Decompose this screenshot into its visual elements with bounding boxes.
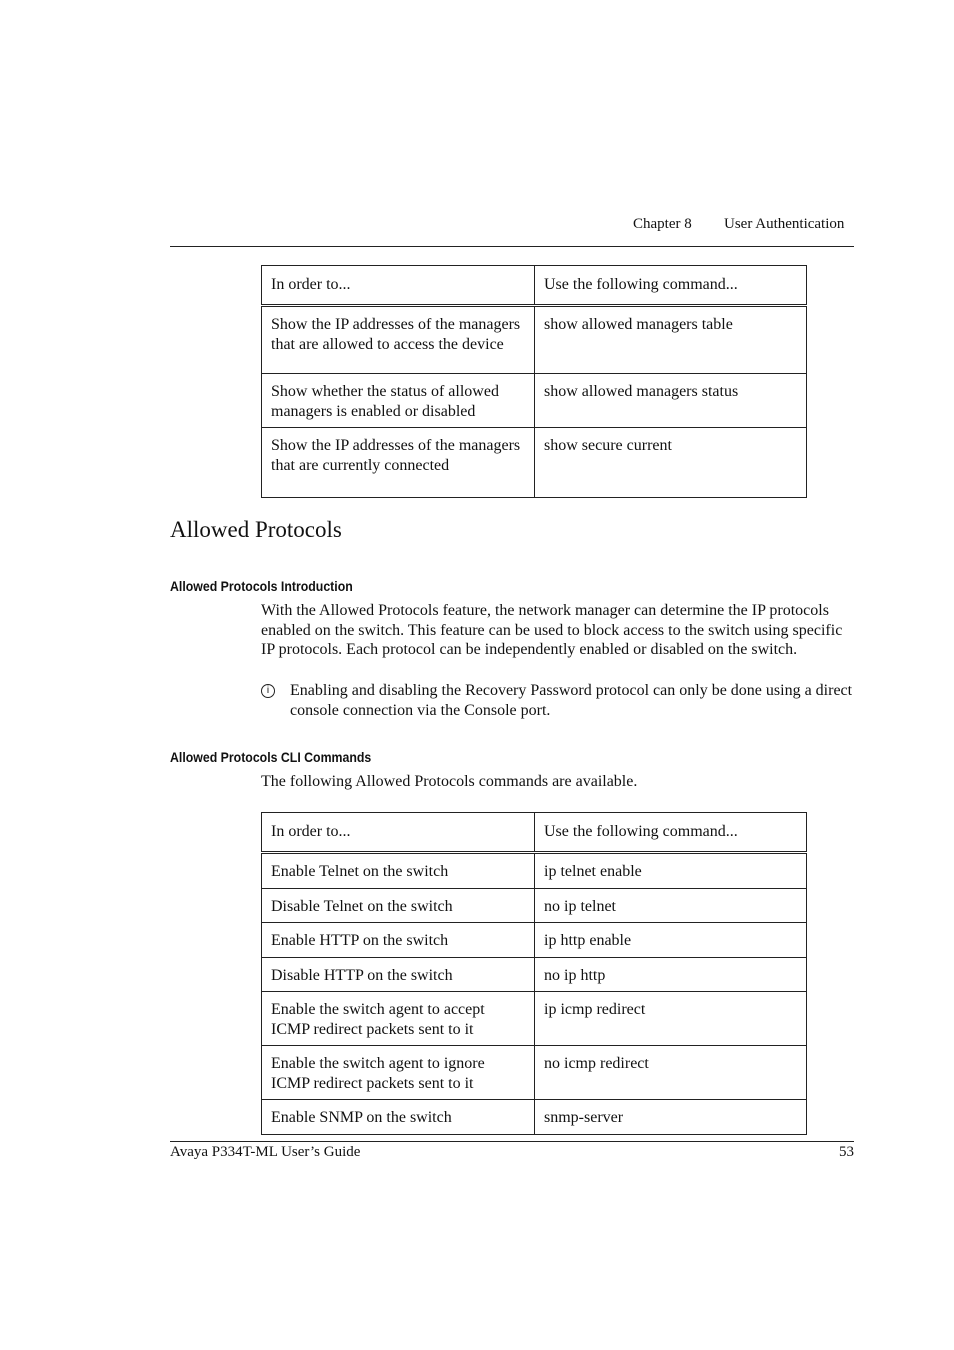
table-row [262,957,807,992]
cli-heading: Allowed Protocols CLI Commands [170,749,372,765]
table-cell: no ip telnet [535,888,807,923]
intro-heading: Allowed Protocols Introduction [170,578,353,594]
column-header: In order to... [262,266,535,306]
table-cell: Enable the switch agent to ignore ICMP redirect packets sent to it [262,1046,535,1100]
table-row [262,1046,807,1100]
manager-commands-table [261,265,807,498]
table-row [262,428,807,498]
table-cell: Show the IP addresses of the managers that are currently connected [262,428,535,498]
table-cell: show secure current [535,428,807,498]
table-cell: Enable the switch agent to accept ICMP redirect packets sent to it [262,992,535,1046]
info-note-icon: i [261,684,275,698]
table-cell: Show whether the status of allowed managers is enabled or disabled [262,374,535,428]
table-row [262,306,807,374]
table-header-row [262,813,807,853]
section-title: Allowed Protocols [170,517,342,542]
column-header: In order to... [262,813,535,853]
header-chapter: Chapter 8 [633,216,692,232]
table-row [262,923,807,958]
table-cell: ip http enable [535,923,807,958]
table-cell: show allowed managers table [535,306,807,374]
table-row [262,1100,807,1135]
note-text: Enabling and disabling the Recovery Password protocol can only be done using a direct console connection via the Console port. [290,682,853,719]
table-cell: no ip http [535,957,807,992]
table-cell: Enable Telnet on the switch [262,853,535,889]
table-cell: Enable HTTP on the switch [262,923,535,958]
table-cell: Disable HTTP on the switch [262,957,535,992]
table-cell: no icmp redirect [535,1046,807,1100]
footer-rule [170,1141,854,1142]
footer-guide-title: Avaya P334T-ML User’s Guide [170,1144,361,1160]
cli-paragraph: The following Allowed Protocols commands are available. [261,773,638,790]
table-row [262,853,807,889]
intro-paragraph: With the Allowed Protocols feature, the network manager can determine the IP protocols enabled on the switch. This feature can be used to block access to the switch using specific IP protocols. Each protocol can be independently enabled or disabled on the switch. [261,602,843,659]
table-header-row [262,266,807,306]
table-cell: Show the IP addresses of the managers that are allowed to access the device [262,306,535,374]
table-cell: snmp-server [535,1100,807,1135]
footer-page-number: 53 [839,1144,854,1160]
column-header: Use the following command... [535,266,807,306]
header-section: User Authentication [724,216,845,232]
table-cell: ip telnet enable [535,853,807,889]
header-rule [170,246,854,247]
table-row [262,888,807,923]
table-cell: Enable SNMP on the switch [262,1100,535,1135]
table-row [262,374,807,428]
protocol-commands-table [261,812,807,1135]
table-cell: ip icmp redirect [535,992,807,1046]
column-header: Use the following command... [535,813,807,853]
table-row [262,992,807,1046]
table-cell: show allowed managers status [535,374,807,428]
table-cell: Disable Telnet on the switch [262,888,535,923]
